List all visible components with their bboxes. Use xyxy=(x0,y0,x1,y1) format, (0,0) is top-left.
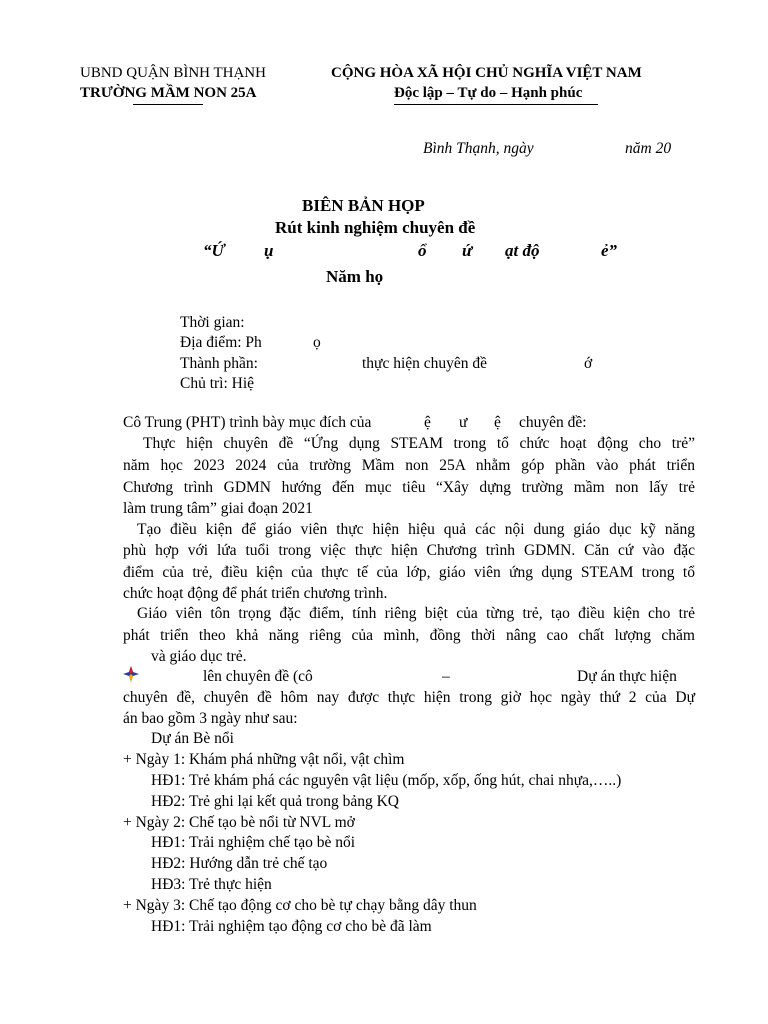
schedule-activity: HĐ2: Trẻ ghi lại kết quả trong bảng KQ xyxy=(151,793,399,810)
schedule-activity: HĐ1: Trẻ khám phá các nguyên vật liệu (mốp, xốp, ống hút, chai nhựa,…..) xyxy=(151,772,622,789)
national-motto: Độc lập – Tự do – Hạnh phúc xyxy=(394,85,583,101)
intro-fragment: ư xyxy=(459,414,468,431)
paragraph-4-head: lên chuyên đề (cô xyxy=(203,668,313,685)
four-point-star-bullet-icon xyxy=(123,666,139,682)
topic-fragment: ụ xyxy=(264,241,274,260)
meeting-time: Thời gian: xyxy=(180,314,245,331)
topic-fragment: ạt độ xyxy=(505,241,540,260)
national-title: CỘNG HÒA XÃ HỘI CHỦ NGHĨA VIỆT NAM xyxy=(331,65,642,81)
intro-fragment: chuyên đề: xyxy=(519,414,587,431)
paragraph-2-line: phù hợp với lứa tuổi trong việc thực hiện Chương trình GDMN. Căn cứ vào đặc xyxy=(123,542,695,559)
paragraph-4-line: án bao gồm 3 ngày như sau: xyxy=(123,710,298,727)
paragraph-3-line: Giáo viên tôn trọng đặc điểm, tính riêng biệt của từng trẻ, tạo điều kiện cho trẻ xyxy=(137,605,695,622)
topic-fragment: ứ xyxy=(462,241,473,260)
document-subtitle: Rút kinh nghiệm chuyên đề xyxy=(275,218,476,237)
date-year: năm 20 xyxy=(625,140,672,157)
document-title: BIÊN BẢN HỌP xyxy=(302,196,425,215)
meeting-participants-tail: ớ xyxy=(584,355,593,372)
paragraph-3-line: phát triển theo khả năng riêng của mình, đồng thời nâng cao chất lượng chăm xyxy=(123,627,695,644)
intro-fragment: ệ xyxy=(424,414,431,431)
paragraph-1-line: Thực hiện chuyên đề “Ứng dụng STEAM trong tổ chức hoạt động cho trẻ” xyxy=(143,435,695,452)
paragraph-1-line: làm trung tâm” giai đoạn 2021 xyxy=(123,500,313,517)
school-name: TRƯỜNG MẦM NON 25A xyxy=(80,85,257,101)
schedule-day: + Ngày 2: Chế tạo bè nổi từ NVL mở xyxy=(123,814,355,831)
paragraph-3-line: và giáo dục trẻ. xyxy=(151,648,247,665)
project-title: Dự án Bè nổi xyxy=(151,730,234,747)
schedule-activity: HĐ1: Trải nghiệm tạo động cơ cho bè đã làm xyxy=(151,918,432,935)
paragraph-4-line: chuyên đề, chuyên đề hôm nay được thực hiện trong giờ học ngày thứ 2 của Dự xyxy=(123,689,695,706)
topic-fragment: “Ứ xyxy=(203,241,225,260)
schedule-activity: HĐ2: Hướng dẫn trẻ chế tạo xyxy=(151,855,328,872)
agency-name: UBND QUẬN BÌNH THẠNH xyxy=(80,65,266,81)
topic-fragment: ổ xyxy=(418,241,427,260)
intro-text: Cô Trung (PHT) trình bày mục đích của xyxy=(123,414,372,431)
meeting-location-tail: ọ xyxy=(313,334,321,351)
meeting-location: Địa điểm: Ph xyxy=(180,334,262,351)
paragraph-2-line: Tạo điều kiện để giáo viên thực hiện hiệu quả các nội dung giáo dục kỹ năng xyxy=(137,521,695,538)
topic-fragment: ẻ” xyxy=(601,241,618,260)
date-place: Bình Thạnh, ngày xyxy=(423,140,534,157)
paragraph-4-head-end: Dự án thực hiện xyxy=(577,668,677,685)
paragraph-2-line: điểm của trẻ, điều kiện của thực tế của lớp, giáo viên ứng dụng STEAM trong tổ xyxy=(123,564,695,581)
school-year: Năm họ xyxy=(326,267,384,286)
meeting-participants-mid: thực hiện chuyên đề xyxy=(362,355,488,372)
meeting-participants: Thành phần: xyxy=(180,355,258,372)
schedule-day: + Ngày 1: Khám phá những vật nổi, vật chìm xyxy=(123,751,405,768)
schedule-activity: HĐ3: Trẻ thực hiện xyxy=(151,876,272,893)
schedule-activity: HĐ1: Trải nghiệm chế tạo bè nổi xyxy=(151,834,356,851)
meeting-chair: Chủ trì: Hiệ xyxy=(180,375,255,392)
intro-fragment: ệ xyxy=(494,414,501,431)
paragraph-1-line: năm học 2023 2024 của trường Mầm non 25A nhằm góp phần vào phát triển xyxy=(123,457,695,474)
motto-underline xyxy=(394,104,598,105)
paragraph-1-line: Chương trình GDMN hướng đến mục tiêu “Xây dựng trường mầm non lấy trẻ xyxy=(123,479,695,496)
paragraph-2-line: chức hoạt động để phát triển chương trình. xyxy=(123,585,388,602)
paragraph-4-dash: – xyxy=(442,668,450,685)
school-name-underline xyxy=(133,104,203,105)
schedule-day: + Ngày 3: Chế tạo động cơ cho bè tự chạy bằng dây thun xyxy=(123,897,477,914)
